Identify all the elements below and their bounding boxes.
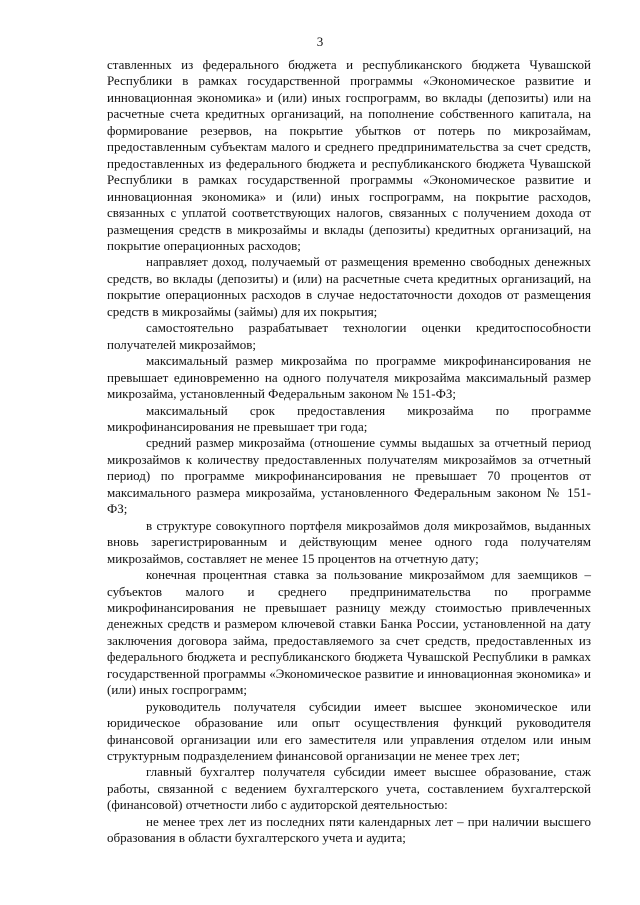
paragraph-max-loan-term: максимальный срок предоставления микрозайма по программе микрофинансирования не превышает три года; [107, 402, 591, 434]
paragraph-credit-assessment: самостоятельно разрабатывает технологии оценки кредитоспособности получателей микрозаймов; [107, 320, 591, 352]
paragraph-accountant-experience: не менее трех лет из последних пяти календарных лет – при наличии высшего образования в области бухгалтерского учета и аудита; [107, 813, 591, 846]
page-number: 3 [316, 34, 324, 49]
paragraph-accountant-requirements: главный бухгалтер получателя субсидии имеет высшее образование, стаж работы, связанной с ведением бухгалтерского учета, составлением бухгалтерской (финансовой) отчетности либо с аудиторской деятельностью: [107, 764, 591, 813]
paragraph-portfolio-share: в структуре совокупного портфеля микрозаймов доля микрозаймов, выданных вновь зарегистрированным и действующим менее одного года получателям микрозаймов, составляет не менее 15 процентов на отчетную дату; [107, 517, 591, 566]
paragraph-income-placement: направляет доход, получаемый от размещения временно свободных денежных средств, во вклады (депозиты) и (или) на расчетные счета кредитных организаций, на покрытие операционных расходов в случае недостаточности доходов от размещения средств в микрозаймы (займы) для их покрытия; [107, 254, 591, 319]
paragraph-continuation: ставленных из федерального бюджета и республиканского бюджета Чувашской Республики в рамках государственной программы «Экономическое развитие и инновационная экономика» и (или) иных госпрограмм, во вклады (депозиты) или на расчетные счета кредитных организаций, на пополнение собственного капитала, на формирование резервов, на покрытие убытков от потерь по микрозаймам, предоставленным субъектам малого и среднего предпринимательства за счет средств, предоставленных из федерального бюджета и республиканского бюджета Чувашской Республики в рамках государственной программы «Экономическое развитие и инновационная экономика» и (или) иных госпрограмм, на покрытие расходов, связанных с уплатой соответствующих налогов, связанных с получением дохода от размещения средств в микрозаймы и вклады (депозиты) кредитных организаций, на покрытие операционных расходов; [107, 57, 591, 253]
paragraph-average-loan-size: средний размер микрозайма (отношение суммы выдашых за отчетный период микрозаймов к количеству предоставленных получателям микрозаймов за отчетный период) по программе микрофинансирования не превышает 70 процентов от максимального размера микрозайма, установленного Федеральным законом № 151-ФЗ; [107, 435, 591, 517]
paragraph-director-requirements: руководитель получателя субсидии имеет высшее экономическое или юридическое образование или опыт осуществления функций руководителя финансовой организации или его заместителя или управления отделом или иным структурным подразделением финансовой организации не менее трех лет; [107, 698, 591, 764]
paragraph-interest-rate: конечная процентная ставка за пользование микрозаймом для заемщиков – субъектов малого и среднего предпринимательства по программе микрофинансирования не превышает разницу между стоимостью привлеченных денежных средств и размером ключевой ставки Банка России, установленной на дату заключения договора займа, предоставляемого за счет средств, предоставленных из федерального бюджета и республиканского бюджета Чувашской Республики в рамках государственной программы «Экономическое развитие и инновационная экономика» и (или) иных госпрограмм; [107, 567, 591, 698]
paragraph-max-loan-size: максимальный размер микрозайма по программе микрофинансирования не превышает единовременно на одного получателя микрозайма максимальный размер микрозайма, установленный Федеральным законом № 151-ФЗ; [107, 353, 591, 402]
document-body [107, 57, 591, 847]
